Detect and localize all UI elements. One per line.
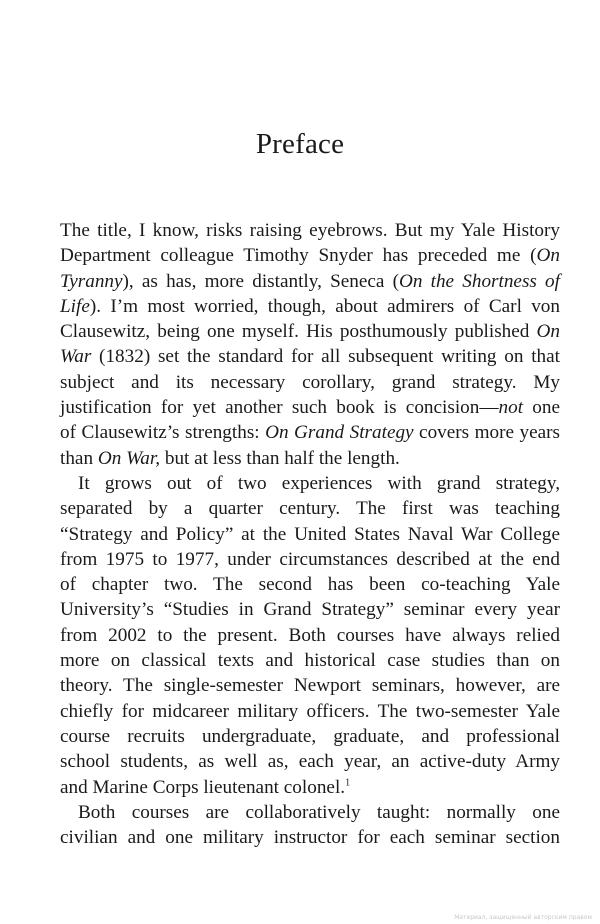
text-line: justification for yet another such book is concision—not one	[60, 397, 560, 419]
text-line: Tyranny), as has, more distantly, Seneca (On the Shortness of	[60, 270, 560, 292]
text-line: Both courses are collaboratively taught: normally one	[78, 801, 560, 823]
text-line: Clausewitz, being one myself. His posthumously published On	[60, 321, 560, 343]
text-line: of chapter two. The second has been co-teaching Yale	[60, 574, 560, 596]
text-line: school students, as well as, each year, an active-duty Army	[60, 751, 560, 773]
text-line: separated by a quarter century. The first was teaching	[60, 498, 560, 520]
copyright-watermark: Материал, защищенный авторским правом	[454, 914, 592, 921]
text-line: War (1832) set the standard for all subsequent writing on that	[60, 346, 560, 368]
text-line: Department colleague Timothy Snyder has preceded me (On	[60, 245, 560, 267]
text-line: Life). I’m most worried, though, about admirers of Carl von	[60, 295, 560, 317]
text-line: It grows out of two experiences with grand strategy,	[78, 472, 560, 494]
text-line: from 2002 to the present. Both courses have always relied	[60, 624, 560, 646]
text-line: The title, I know, risks raising eyebrows. But my Yale History	[60, 220, 560, 241]
text-line: course recruits undergraduate, graduate, and professional	[60, 725, 560, 747]
text-line: theory. The single-semester Newport seminars, however, are	[60, 675, 560, 697]
text-line: than On War, but at less than half the length.	[60, 447, 400, 469]
page-title: Preface	[255, 128, 345, 160]
text-line: from 1975 to 1977, under circumstances described at the end	[60, 548, 560, 570]
text-line: University’s “Studies in Grand Strategy” seminar every year	[60, 599, 560, 621]
footnote-marker[interactable]: 1	[345, 777, 351, 789]
text-line: chiefly for midcareer military officers. The two-semester Yale	[60, 700, 560, 722]
text-line: subject and its necessary corollary, grand strategy. My	[60, 371, 560, 393]
text-line: of Clausewitz’s strengths: On Grand Strategy covers more years	[60, 422, 561, 444]
text-line: “Strategy and Policy” at the United States Naval War College	[60, 523, 560, 545]
body-text	[60, 218, 560, 850]
text-line: civilian and one military instructor for each seminar section	[60, 827, 560, 849]
text-line: and Marine Corps lieutenant colonel.$^1$	[60, 776, 351, 798]
text-line: more on classical texts and historical case studies than on	[60, 650, 560, 672]
